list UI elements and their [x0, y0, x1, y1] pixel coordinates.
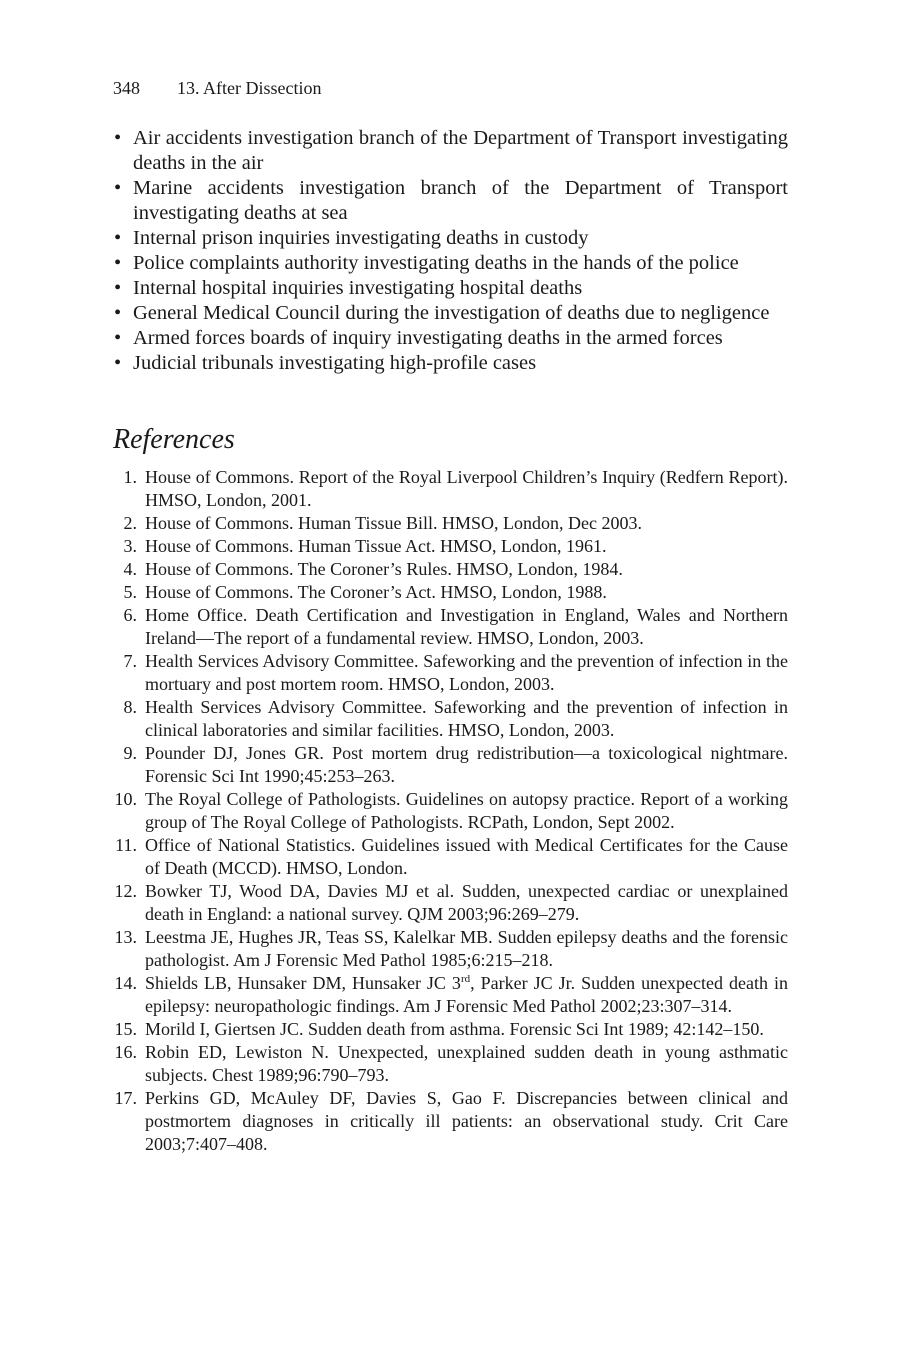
chapter-title: 13. After Dissection: [177, 78, 322, 98]
list-item: • Internal prison inquiries investigating deaths in custody: [114, 227, 589, 249]
bullet-icon: •: [114, 227, 122, 249]
bullet-icon: •: [114, 302, 122, 324]
reference-item: 2. House of Commons. Human Tissue Bill. HMSO, London, Dec 2003.: [123, 513, 643, 533]
investigation-bodies-list: [113, 126, 788, 376]
reference-item: 8. Health Services Advisory Committee. Safeworking and the prevention of infection in clinical laboratories and similar facilities. HMSO, London, 2003.: [123, 697, 788, 740]
reference-item: 17. Perkins GD, McAuley DF, Davies S, Gao F. Discrepancies between clinical and postmortem diagnoses in critically ill patients: an observational study. Crit Care 2003;7:407–408.: [114, 1088, 788, 1154]
reference-list: [113, 466, 788, 1156]
reference-item: 15. Morild I, Giertsen JC. Sudden death from asthma. Forensic Sci Int 1989; 42:142–150.: [114, 1019, 764, 1039]
reference-item: 6. Home Office. Death Certification and Investigation in England, Wales and Northern Ireland—The report of a fundamental review. HMSO, London, 2003.: [123, 605, 788, 648]
reference-item: 4. House of Commons. The Coroner’s Rules. HMSO, London, 1984.: [123, 559, 623, 579]
reference-item: 10. The Royal College of Pathologists. Guidelines on autopsy practice. Report of a working group of The Royal College of Pathologists. RCPath, London, Sept 2002.: [114, 789, 788, 832]
bullet-icon: •: [114, 352, 122, 374]
reference-item: 13. Leestma JE, Hughes JR, Teas SS, Kalelkar MB. Sudden epilepsy deaths and the forensic pathologist. Am J Forensic Med Pathol 1985;6:215–218.: [114, 927, 788, 970]
list-item: • Internal hospital inquiries investigating hospital deaths: [114, 277, 583, 299]
reference-item: 9. Pounder DJ, Jones GR. Post mortem drug redistribution—a toxicological nightmare. Forensic Sci Int 1990;45:253–263.: [123, 743, 788, 786]
list-item: • General Medical Council during the investigation of deaths due to negligence: [114, 302, 770, 324]
bullet-icon: •: [114, 327, 122, 349]
bullet-icon: •: [114, 277, 122, 299]
list-item: • Armed forces boards of inquiry investigating deaths in the armed forces: [114, 327, 723, 349]
reference-item: 1. House of Commons. Report of the Royal Liverpool Children’s Inquiry (Redfern Report). HMSO, London, 2001.: [123, 467, 788, 510]
bullet-icon: •: [114, 177, 122, 199]
bullet-icon: •: [114, 127, 122, 149]
list-item: • Judicial tribunals investigating high-profile cases: [114, 352, 537, 374]
book-page: [113, 74, 788, 1156]
list-item: • Police complaints authority investigating deaths in the hands of the police: [114, 252, 739, 274]
reference-item: 7. Health Services Advisory Committee. Safeworking and the prevention of infection in the mortuary and post mortem room. HMSO, London, 2003.: [123, 651, 788, 694]
page-number: 348: [113, 78, 140, 98]
reference-item: 11. Office of National Statistics. Guidelines issued with Medical Certificates for the Cause of Death (MCCD). HMSO, London.: [115, 835, 788, 878]
ordinal-superscript: rd: [460, 973, 471, 985]
list-item: • Marine accidents investigation branch of the Department of Transport investigating deaths at sea: [114, 177, 788, 224]
reference-item: 3. House of Commons. Human Tissue Act. HMSO, London, 1961.: [123, 536, 607, 556]
list-item: • Air accidents investigation branch of the Department of Transport investigating deaths in the air: [114, 127, 788, 174]
reference-item: 14. Shields LB, Hunsaker DM, Hunsaker JC 3rd, Parker JC Jr. Sudden unexpected death in epilepsy: neuropathologic findings. Am J Forensic Med Pathol 2002;23:307–314.: [114, 973, 788, 1016]
running-head: [113, 74, 788, 102]
references-heading: References: [113, 424, 235, 455]
bullet-icon: •: [114, 252, 122, 274]
reference-item: 5. House of Commons. The Coroner’s Act. HMSO, London, 1988.: [123, 582, 607, 602]
reference-item: 16. Robin ED, Lewiston N. Unexpected, unexplained sudden death in young asthmatic subjects. Chest 1989;96:790–793.: [114, 1042, 788, 1085]
reference-item: 12. Bowker TJ, Wood DA, Davies MJ et al. Sudden, unexpected cardiac or unexplained death in England: a national survey. QJM 2003;96:269–279.: [114, 881, 788, 924]
